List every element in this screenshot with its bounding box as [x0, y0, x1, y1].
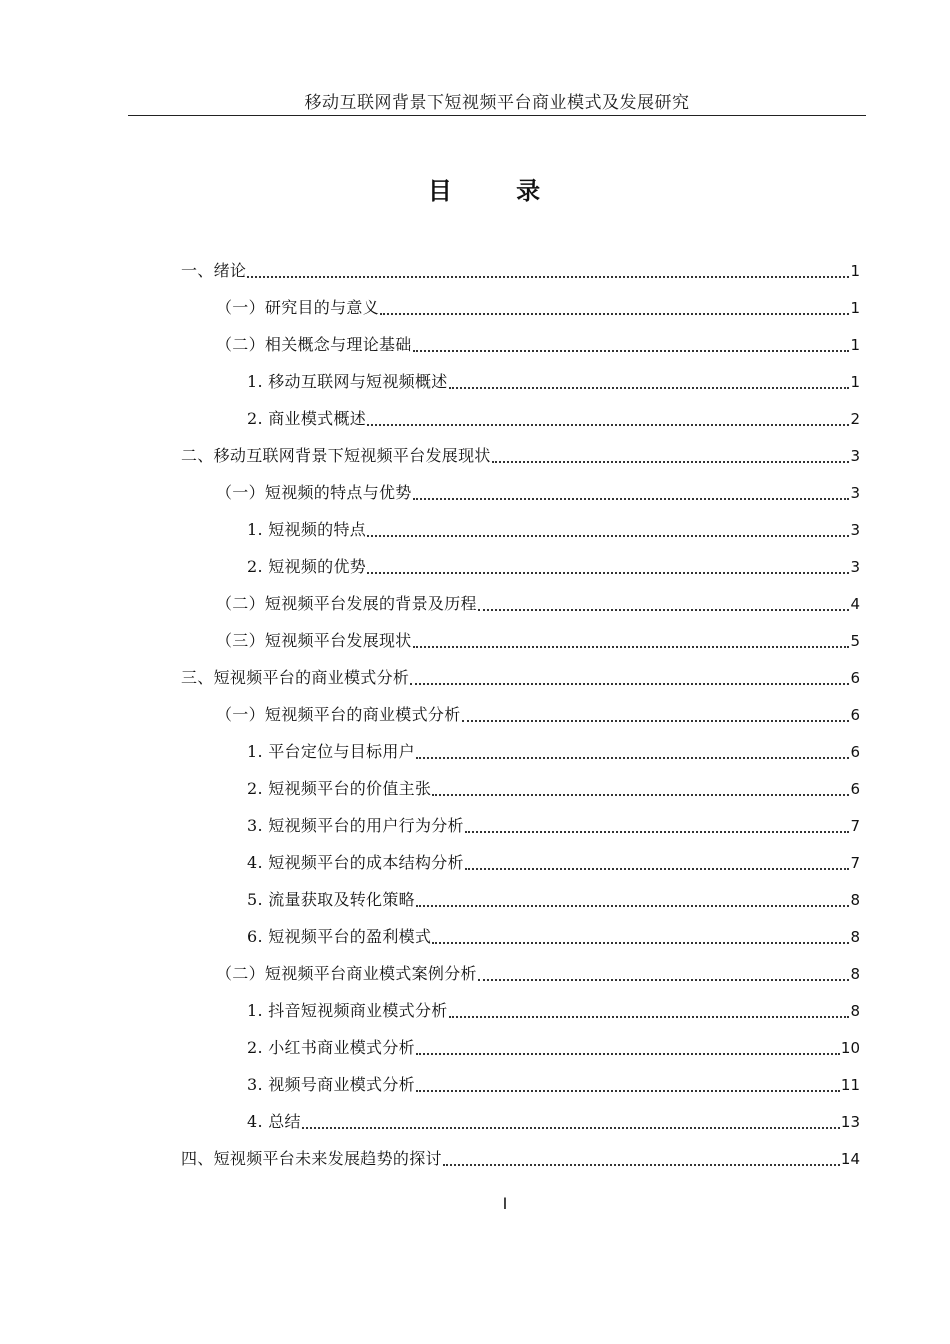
toc-entry-page: 6	[850, 742, 860, 761]
toc-dot-leader	[413, 646, 850, 648]
toc-entry-text: 一、绪论	[181, 260, 247, 280]
toc-dot-leader	[367, 572, 849, 574]
page-number: I	[502, 1194, 508, 1213]
toc-entry[interactable]	[0, 955, 950, 992]
toc-dot-leader	[416, 1053, 840, 1055]
toc-entry-page: 4	[850, 594, 860, 613]
toc-dot-leader	[465, 868, 850, 870]
toc-entry-page: 1	[850, 372, 860, 391]
running-header: 移动互联网背景下短视频平台商业模式及发展研究	[304, 93, 690, 113]
toc-dot-leader	[432, 794, 849, 796]
toc-entry-text: （三）短视频平台发展现状	[216, 630, 412, 650]
toc-entry-text: 3. 视频号商业模式分析	[247, 1074, 415, 1094]
toc-entry-text: 二、移动互联网背景下短视频平台发展现状	[181, 445, 491, 465]
toc-entry-text: （一）短视频的特点与优势	[216, 482, 412, 502]
toc-dot-leader	[462, 720, 850, 722]
toc-entry[interactable]	[0, 659, 950, 696]
toc-dot-leader	[443, 1164, 840, 1166]
toc-dot-leader	[478, 609, 850, 611]
toc-entry-page: 10	[840, 1038, 860, 1057]
toc-entry-text: 四、短视频平台未来发展趋势的探讨	[181, 1148, 442, 1168]
toc-entry[interactable]	[0, 1029, 950, 1066]
header-rule	[128, 115, 866, 116]
toc-entry[interactable]	[0, 548, 950, 585]
toc-entry[interactable]	[0, 511, 950, 548]
toc-dot-leader	[413, 350, 850, 352]
toc-entry-text: （一）短视频平台的商业模式分析	[216, 704, 461, 724]
toc-dot-leader	[247, 276, 849, 278]
toc-entry-text: 6. 短视频平台的盈利模式	[247, 926, 432, 946]
toc-entry-text: 2. 小红书商业模式分析	[247, 1037, 415, 1057]
toc-entry-text: （二）短视频平台发展的背景及历程	[216, 593, 477, 613]
toc-entry-text: 三、短视频平台的商业模式分析	[181, 667, 410, 687]
toc-entry-page: 1	[850, 335, 860, 354]
toc-dot-leader	[367, 424, 849, 426]
toc-dot-leader	[416, 905, 850, 907]
toc-entry[interactable]	[0, 437, 950, 474]
toc-entry[interactable]	[0, 252, 950, 289]
toc-entry-page: 13	[840, 1112, 860, 1131]
toc-entry[interactable]	[0, 363, 950, 400]
toc-entry[interactable]	[0, 585, 950, 622]
toc-dot-leader	[478, 979, 850, 981]
toc-entry-page: 8	[850, 890, 860, 909]
toc-dot-leader	[449, 387, 850, 389]
toc-entry[interactable]	[0, 807, 950, 844]
toc-entry-text: （二）短视频平台商业模式案例分析	[216, 963, 477, 983]
toc-entry[interactable]	[0, 289, 950, 326]
toc-entry-text: （一）研究目的与意义	[216, 297, 380, 317]
toc-entry[interactable]	[0, 474, 950, 511]
toc-entry[interactable]	[0, 400, 950, 437]
toc-entry-text: 4. 总结	[247, 1111, 301, 1131]
toc-entry[interactable]	[0, 733, 950, 770]
toc-entry[interactable]	[0, 1066, 950, 1103]
toc-list	[0, 252, 950, 1177]
toc-entry-page: 14	[840, 1149, 860, 1168]
toc-title: 目 录	[427, 177, 569, 205]
toc-entry[interactable]	[0, 622, 950, 659]
toc-entry-page: 5	[850, 631, 860, 650]
toc-entry-page: 8	[850, 964, 860, 983]
toc-entry-text: 1. 移动互联网与短视频概述	[247, 371, 448, 391]
toc-dot-leader	[413, 498, 850, 500]
toc-entry-page: 11	[840, 1075, 860, 1094]
toc-entry-text: 1. 平台定位与目标用户	[247, 741, 415, 761]
toc-dot-leader	[432, 942, 849, 944]
toc-entry[interactable]	[0, 992, 950, 1029]
toc-entry[interactable]	[0, 881, 950, 918]
toc-entry-page: 3	[850, 483, 860, 502]
toc-entry-text: 1. 抖音短视频商业模式分析	[247, 1000, 448, 1020]
toc-entry[interactable]	[0, 918, 950, 955]
toc-entry-text: （二）相关概念与理论基础	[216, 334, 412, 354]
toc-entry-page: 1	[850, 261, 860, 280]
toc-entry-page: 8	[850, 1001, 860, 1020]
toc-entry[interactable]	[0, 696, 950, 733]
toc-entry[interactable]	[0, 844, 950, 881]
toc-entry-text: 5. 流量获取及转化策略	[247, 889, 415, 909]
toc-dot-leader	[449, 1016, 850, 1018]
toc-entry-text: 2. 商业模式概述	[247, 408, 367, 428]
toc-entry-text: 1. 短视频的特点	[247, 519, 367, 539]
toc-entry-page: 3	[850, 557, 860, 576]
toc-entry-page: 6	[850, 668, 860, 687]
toc-entry-text: 3. 短视频平台的用户行为分析	[247, 815, 464, 835]
toc-entry-page: 3	[850, 446, 860, 465]
toc-dot-leader	[492, 461, 850, 463]
toc-dot-leader	[302, 1127, 840, 1129]
toc-entry-text: 2. 短视频的优势	[247, 556, 367, 576]
toc-entry-page: 6	[850, 779, 860, 798]
toc-entry-page: 7	[850, 816, 860, 835]
toc-entry[interactable]	[0, 770, 950, 807]
toc-entry-page: 3	[850, 520, 860, 539]
toc-dot-leader	[416, 757, 850, 759]
toc-dot-leader	[380, 313, 849, 315]
toc-entry-text: 2. 短视频平台的价值主张	[247, 778, 432, 798]
toc-entry-page: 2	[850, 409, 860, 428]
toc-entry-text: 4. 短视频平台的成本结构分析	[247, 852, 464, 872]
toc-dot-leader	[465, 831, 850, 833]
toc-entry-page: 1	[850, 298, 860, 317]
toc-dot-leader	[367, 535, 849, 537]
toc-entry-page: 7	[850, 853, 860, 872]
toc-entry-page: 8	[850, 927, 860, 946]
toc-dot-leader	[416, 1090, 840, 1092]
toc-entry[interactable]	[0, 1103, 950, 1140]
toc-entry[interactable]	[0, 326, 950, 363]
toc-dot-leader	[410, 683, 849, 685]
toc-entry-page: 6	[850, 705, 860, 724]
toc-entry[interactable]	[0, 1140, 950, 1177]
